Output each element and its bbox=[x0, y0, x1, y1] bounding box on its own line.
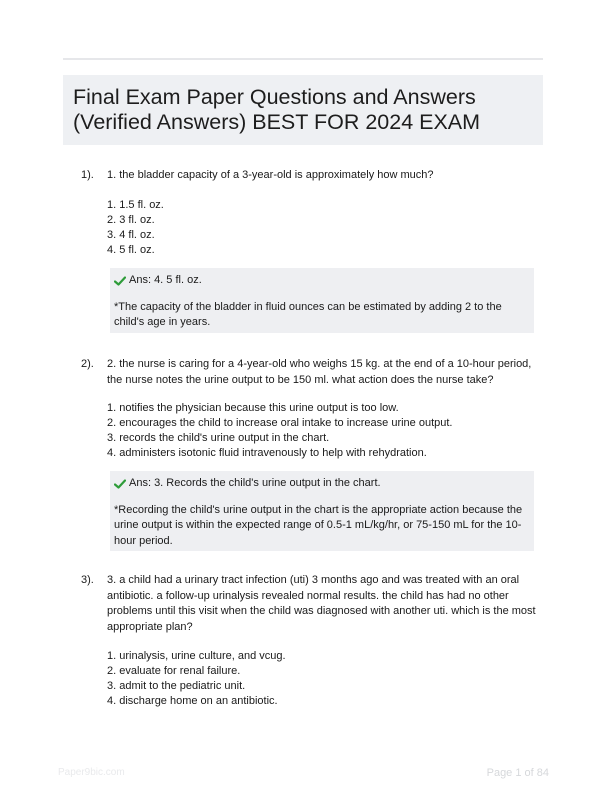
footer-site: Paper9bic.com bbox=[58, 767, 125, 778]
option-item: 2. 3 fl. oz. bbox=[107, 214, 155, 226]
answer-text: Ans: 3. Records the child's urine output in the chart. bbox=[129, 477, 381, 489]
option-item: 3. 4 fl. oz. bbox=[107, 229, 155, 241]
check-icon bbox=[114, 276, 126, 286]
page-indicator: Page 1 of 84 bbox=[486, 767, 549, 779]
option-item: 3. records the child's urine output in the chart. bbox=[107, 432, 330, 444]
option-item: 2. evaluate for renal failure. bbox=[107, 665, 241, 677]
check-icon bbox=[114, 479, 126, 489]
option-item: 3. admit to the pediatric unit. bbox=[107, 680, 246, 692]
answer-text: Ans: 4. 5 fl. oz. bbox=[129, 274, 202, 286]
answer-box bbox=[110, 471, 534, 551]
answer-box bbox=[110, 268, 534, 333]
option-item: 4. administers isotonic fluid intravenously to help with rehydration. bbox=[107, 447, 427, 459]
option-item: 1. 1.5 fl. oz. bbox=[107, 199, 164, 211]
question-text: 1. the bladder capacity of a 3-year-old is approximately how much? bbox=[107, 169, 434, 181]
option-item: 1. urinalysis, urine culture, and vcug. bbox=[107, 650, 286, 662]
question-number: 1). bbox=[81, 169, 94, 181]
top-rule bbox=[63, 58, 543, 60]
option-item: 1. notifies the physician because this urine output is too low. bbox=[107, 402, 399, 414]
question-number: 2). bbox=[81, 358, 94, 370]
option-item: 4. discharge home on an antibiotic. bbox=[107, 695, 278, 707]
option-list bbox=[107, 649, 286, 709]
option-item: 4. 5 fl. oz. bbox=[107, 244, 155, 256]
option-list bbox=[107, 198, 164, 258]
question-text: 3. a child had a urinary tract infection (uti) 3 months ago and was treated with an oral antibiotic. a follow-up urinalysis revealed normal results. the child has had no other problems until this visit when the child was diagnosed with another uti. which is the most appropriate plan? bbox=[107, 574, 536, 633]
question-number: 3). bbox=[81, 574, 94, 586]
page-title: Final Exam Paper Questions and Answers (Verified Answers) BEST FOR 2024 EXAM bbox=[73, 85, 481, 134]
option-item: 2. encourages the child to increase oral intake to increase urine output. bbox=[107, 417, 453, 429]
rationale-text: *The capacity of the bladder in fluid ounces can be estimated by adding 2 to the child's age in years. bbox=[114, 300, 502, 328]
option-list bbox=[107, 401, 453, 461]
title-box bbox=[63, 75, 543, 145]
question-text: 2. the nurse is caring for a 4-year-old who weighs 15 kg. at the end of a 10-hour period, the nurse notes the urine output to be 150 ml. what action does the nurse take? bbox=[107, 358, 532, 386]
rationale-text: *Recording the child's urine output in the chart is the appropriate action because the urine output is within the expected range of 0.5-1 mL/kg/hr, or 75-150 mL for the 10-hour period. bbox=[114, 503, 523, 547]
